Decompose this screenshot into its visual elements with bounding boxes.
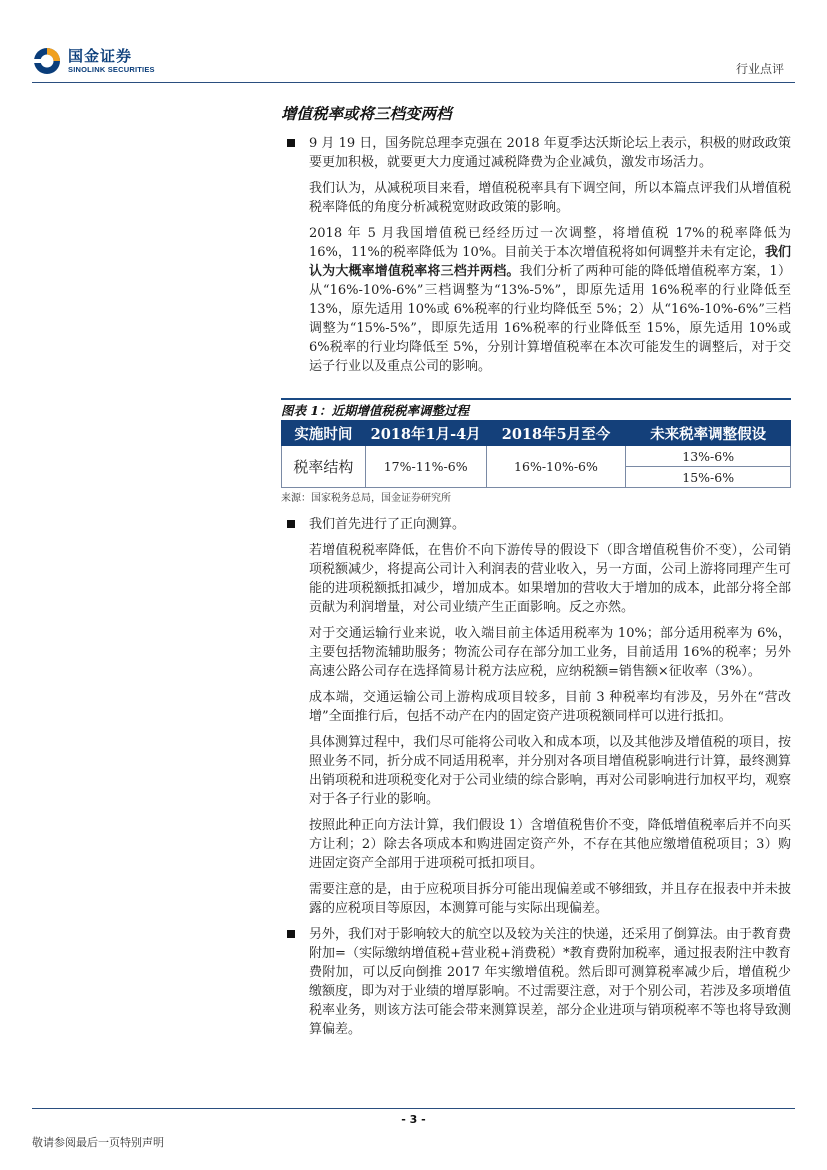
table-row — [282, 446, 791, 467]
company-logo — [32, 44, 182, 78]
table-cell: 16%-10%-6% — [486, 446, 626, 488]
table-cell: 13%-6% — [626, 446, 791, 467]
analysis-section — [281, 515, 791, 1046]
sinolink-logo-icon — [32, 46, 62, 76]
body-bullet-2 — [281, 925, 791, 1039]
table-row-label: 税率结构 — [282, 446, 366, 488]
intro-paragraph-3-end: 我们分析了两种可能的降低增值税率方案，1）从“16%-10%-6%”三档调整为“13%-5%”，即原先适用 16%税率的行业降低至 13%，原先适用 10%或 6%税率的行业均降低至 5%；2）从“16%-10%-6%”三档调整为“15%-5%”，即原先适用 16%税率的行业降低至 15%，原先适用 10%或 6%税率的行业均降低至 5%，分别计算增值税率在本次可能发生的调整后，对于交运子行业以及重点公司的影响。 — [309, 264, 791, 374]
page-number: - 3 - — [401, 1113, 426, 1126]
section-title: 增值税率或将三档变两档 — [281, 104, 452, 123]
body-bullet-1-text: 我们首先进行了正向测算。 — [309, 517, 466, 532]
vat-rate-table — [281, 420, 791, 488]
header-divider — [32, 82, 795, 83]
table-header-cell: 2018年5月至今 — [486, 421, 626, 446]
table-header-cell: 实施时间 — [282, 421, 366, 446]
table-header-row — [282, 421, 791, 446]
table-cell: 17%-11%-6% — [365, 446, 486, 488]
logo-text-cn: 国金证券 — [68, 47, 133, 65]
bullet-square-icon — [287, 520, 295, 528]
intro-paragraph-3-start: 2018 年 5 月我国增值税已经经历过一次调整，将增值税 17%的税率降低为 16%，11%的税率降低为 10%。目前关于本次增值税将如何调整并未有定论， — [309, 226, 791, 260]
body-bullet-2-text: 另外，我们对于影响较大的航空以及较为关注的快递，还采用了倒算法。由于教育费附加=（实际缴纳增值税+营业税+消费税）*教育费附加税率，通过报表附注中教育费附加，可以反向倒推 2017 年实缴增值税。然后即可测算税率减少后，增值税少缴额度，即为对于业绩的增厚影响。不过需要注意，对于个别公司，若涉及多项增值税率业务，则该方法可能会带来测算误差，部分企业进项与销项税率不等也将导致测算偏差。 — [309, 927, 791, 1037]
intro-paragraph-2: 我们认为，从减税项目来看，增值税税率具有下调空间，所以本篇点评我们从增值税税率降低的角度分析减税宽财政政策的影响。 — [309, 181, 791, 215]
intro-paragraph-1 — [281, 134, 791, 172]
body-paragraph: 对于交通运输行业来说，收入端目前主体适用税率为 10%；部分适用税率为 6%，主要包括物流辅助服务；物流公司存在部分加工业务，目前适用 16%的税率；另外高速公路公司存在选择简易计税方法应税，应纳税额=销售额×征收率（3%）。 — [309, 626, 791, 679]
disclaimer-note: 敬请参阅最后一页特别声明 — [32, 1136, 164, 1149]
logo-text-en: SINOLINK SECURITIES — [68, 65, 155, 74]
body-paragraph: 需要注意的是，由于应税项目拆分可能出现偏差或不够细致，并且存在报表中并未披露的应税项目等原因，本测算可能与实际出现偏差。 — [309, 882, 791, 916]
report-type-label: 行业点评 — [735, 62, 784, 76]
table-header-cell: 未来税率调整假设 — [626, 421, 791, 446]
key-conclusion-text: 我们认为大概率增值税率将三档并两档。 — [309, 245, 791, 279]
intro-paragraph-3 — [281, 224, 791, 376]
table-header-cell: 2018年1月-4月 — [365, 421, 486, 446]
body-paragraph: 成本端，交通运输公司上游构成项目较多，目前 3 种税率均有涉及，另外在“营改增”全面推行后，包括不动产在内的固定资产进项税额同样可以进行抵扣。 — [309, 690, 791, 724]
bullet-square-icon — [287, 139, 295, 147]
figure-source: 来源：国家税务总局，国金证券研究所 — [281, 493, 451, 504]
bullet-square-icon — [287, 930, 295, 938]
body-bullet-1 — [281, 515, 791, 534]
intro-section — [281, 134, 791, 383]
figure-title: 图表 1：近期增值税税率调整过程 — [281, 398, 791, 419]
body-paragraph: 具体测算过程中，我们尽可能将公司收入和成本项，以及其他涉及增值税的项目，按照业务不同，折分成不同适用税率，并分别对各项目增值税影响进行计算，最终测算出销项税和进项税变化对于公司业绩的综合影响，再对公司影响进行加权平均，观察对于各子行业的影响。 — [309, 735, 791, 807]
table-cell: 15%-6% — [626, 467, 791, 488]
intro-paragraph-1-text: 9 月 19 日，国务院总理李克强在 2018 年夏季达沃斯论坛上表示，积极的财政政策要更加积极，就要更大力度通过减税降费为企业减负，激发市场活力。 — [309, 136, 791, 170]
body-paragraph: 若增值税税率降低，在售价不向下游传导的假设下（即含增值税售价不变），公司销项税额减少，将提高公司计入利润表的营业收入，另一方面，公司上游将同理产生可能的进项税额抵扣减少，增加成本。如果增加的营收大于增加的成本，此部分将全部贡献为利润增量，对公司业绩产生正面影响。反之亦然。 — [309, 543, 791, 615]
body-paragraph: 按照此种正向方法计算，我们假设 1）含增值税售价不变，降低增值税率后并不向买方让利；2）除去各项成本和购进固定资产外，不存在其他应缴增值税项目；3）购进固定资产全部用于进项税可抵扣项目。 — [309, 818, 791, 871]
footer-divider — [32, 1108, 795, 1109]
